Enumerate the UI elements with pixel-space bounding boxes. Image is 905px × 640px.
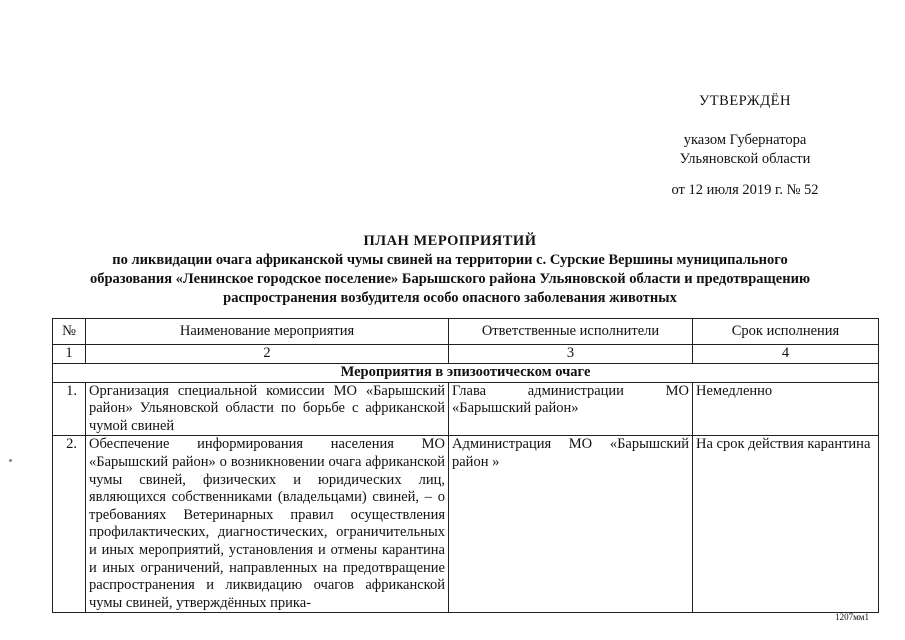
- approval-decree-line: указом Губернатора: [683, 132, 807, 148]
- column-number: 2: [86, 345, 449, 364]
- approval-heading: УТВЕРЖДЁН: [699, 93, 791, 109]
- section-row: [53, 364, 879, 383]
- plan-heading: ПЛАН МЕРОПРИЯТИЙ: [363, 233, 537, 249]
- document-code: 1207мм1: [835, 612, 869, 622]
- section-title: Мероприятия в эпизоотическом очаге: [53, 364, 879, 383]
- approval-date-line: от 12 июля 2019 г. № 52: [671, 182, 819, 198]
- header-responsible: Ответственные исполнители: [449, 319, 693, 345]
- row-deadline: Немедленно: [693, 382, 879, 436]
- table-row: [53, 382, 879, 436]
- column-number: 4: [693, 345, 879, 364]
- column-number: 1: [53, 345, 86, 364]
- header-deadline: Срок исполнения: [693, 319, 879, 345]
- approval-block: [640, 92, 850, 200]
- plan-subtitle-line-3: распространения возбудителя особо опасного заболевания животных: [223, 290, 677, 306]
- column-number: 3: [449, 345, 693, 364]
- row-responsible: Администрация МО «Барышский район »: [449, 436, 693, 613]
- plan-table: [52, 318, 879, 613]
- header-activity: Наименование мероприятия: [86, 319, 449, 345]
- row-responsible: Глава администрации МО «Барышский район»: [449, 382, 693, 436]
- column-number-row: [53, 345, 879, 364]
- row-deadline: На срок действия карантина: [693, 436, 879, 613]
- row-activity: Организация специальной комиссии МО «Барышский район» Ульяновской области по борьбе с африканской чумой свиней: [86, 382, 449, 436]
- table-row: [53, 436, 879, 613]
- table-header-row: [53, 319, 879, 345]
- scan-speck: [9, 459, 12, 462]
- row-activity: Обеспечение информирования населения МО «Барышский район» о возникновении очага африканской чумы свиней, физических и юридических лиц, являющихся собственниками (владельцами) свиней, – о требованиях Ветеринарных правил осуществления профилактических, диагностических, ограничительных и иных мероприятий, установления и отмены карантина и иных ограничений, направленных на предотвращение распространения и ликвидацию очагов африканской чумы свиней, утверждённых прика-: [86, 436, 449, 613]
- row-number: 1.: [53, 382, 86, 436]
- approval-region-line: Ульяновской области: [679, 151, 811, 167]
- plan-subtitle-line-2: образования «Ленинское городское поселение» Барышского района Ульяновской области и предотвращению: [89, 271, 811, 287]
- header-number: №: [53, 319, 86, 345]
- row-number: 2.: [53, 436, 86, 613]
- plan-subtitle-line-1: по ликвидации очага африканской чумы свиней на территории с. Сурские Вершины муниципального: [112, 252, 788, 268]
- document-title: [40, 232, 860, 308]
